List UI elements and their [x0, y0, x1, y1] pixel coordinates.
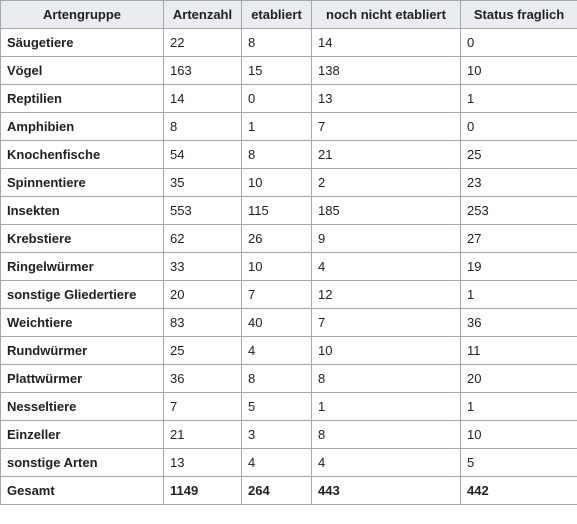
- table-cell: 138: [312, 57, 461, 85]
- row-label: Plattwürmer: [1, 365, 164, 393]
- table-cell: 21: [312, 141, 461, 169]
- table-cell: 1: [242, 113, 312, 141]
- table-row: [1, 85, 577, 113]
- table-cell: 8: [242, 365, 312, 393]
- table-cell: 11: [461, 337, 577, 365]
- table-cell: 253: [461, 197, 577, 225]
- table-cell: 7: [312, 309, 461, 337]
- row-label: Reptilien: [1, 85, 164, 113]
- row-label: Spinnentiere: [1, 169, 164, 197]
- table-row: [1, 169, 577, 197]
- table-cell: 10: [242, 253, 312, 281]
- table-row: [1, 281, 577, 309]
- table-cell: 8: [164, 113, 242, 141]
- table-row: [1, 421, 577, 449]
- column-header-noch-nicht-etabliert: noch nicht etabliert: [312, 1, 461, 29]
- table-row: [1, 309, 577, 337]
- table-cell: 4: [242, 449, 312, 477]
- table-cell: 1: [461, 85, 577, 113]
- table-cell: 8: [242, 141, 312, 169]
- table-cell: 26: [242, 225, 312, 253]
- table-row: [1, 449, 577, 477]
- table-cell: 443: [312, 477, 461, 505]
- table-cell: 33: [164, 253, 242, 281]
- table-row: [1, 393, 577, 421]
- table-body: [1, 29, 577, 505]
- table-cell: 4: [312, 253, 461, 281]
- table-cell: 40: [242, 309, 312, 337]
- table-cell: 10: [242, 169, 312, 197]
- row-label: Weichtiere: [1, 309, 164, 337]
- table-cell: 22: [164, 29, 242, 57]
- table-row: [1, 365, 577, 393]
- column-header-etabliert: etabliert: [242, 1, 312, 29]
- table-cell: 553: [164, 197, 242, 225]
- table-row: [1, 113, 577, 141]
- table-cell: 8: [312, 421, 461, 449]
- table-row: [1, 337, 577, 365]
- table-cell: 14: [164, 85, 242, 113]
- table-row: [1, 57, 577, 85]
- total-row: [1, 477, 577, 505]
- table-cell: 25: [461, 141, 577, 169]
- table-cell: 0: [461, 113, 577, 141]
- table-cell: 0: [461, 29, 577, 57]
- table-cell: 115: [242, 197, 312, 225]
- table-cell: 23: [461, 169, 577, 197]
- table-cell: 36: [164, 365, 242, 393]
- table-cell: 83: [164, 309, 242, 337]
- row-label: Rundwürmer: [1, 337, 164, 365]
- table-cell: 14: [312, 29, 461, 57]
- table-cell: 25: [164, 337, 242, 365]
- table-cell: 13: [312, 85, 461, 113]
- column-header-artengruppe: Artengruppe: [1, 1, 164, 29]
- table-header: [1, 1, 577, 29]
- table-cell: 5: [242, 393, 312, 421]
- table-cell: 163: [164, 57, 242, 85]
- row-label: Nesseltiere: [1, 393, 164, 421]
- table-cell: 27: [461, 225, 577, 253]
- row-label: Amphibien: [1, 113, 164, 141]
- table-cell: 1149: [164, 477, 242, 505]
- row-label: Insekten: [1, 197, 164, 225]
- header-row: [1, 1, 577, 29]
- table-cell: 7: [312, 113, 461, 141]
- table-cell: 7: [242, 281, 312, 309]
- table-cell: 8: [242, 29, 312, 57]
- table-cell: 264: [242, 477, 312, 505]
- row-label: sonstige Gliedertiere: [1, 281, 164, 309]
- table-cell: 12: [312, 281, 461, 309]
- column-header-artenzahl: Artenzahl: [164, 1, 242, 29]
- table-cell: 10: [461, 421, 577, 449]
- table-cell: 1: [461, 393, 577, 421]
- table-cell: 35: [164, 169, 242, 197]
- row-label: Vögel: [1, 57, 164, 85]
- table-cell: 7: [164, 393, 242, 421]
- row-label: Knochenfische: [1, 141, 164, 169]
- table-row: [1, 197, 577, 225]
- table-cell: 8: [312, 365, 461, 393]
- table-cell: 13: [164, 449, 242, 477]
- table-cell: 4: [242, 337, 312, 365]
- table-cell: 21: [164, 421, 242, 449]
- table-row: [1, 141, 577, 169]
- table-row: [1, 225, 577, 253]
- row-label: Gesamt: [1, 477, 164, 505]
- row-label: sonstige Arten: [1, 449, 164, 477]
- table-cell: 2: [312, 169, 461, 197]
- table-cell: 62: [164, 225, 242, 253]
- table-cell: 4: [312, 449, 461, 477]
- row-label: Ringelwürmer: [1, 253, 164, 281]
- table-cell: 36: [461, 309, 577, 337]
- table-cell: 1: [312, 393, 461, 421]
- table-cell: 10: [461, 57, 577, 85]
- column-header-status-fraglich: Status fraglich: [461, 1, 577, 29]
- table-cell: 442: [461, 477, 577, 505]
- table-cell: 15: [242, 57, 312, 85]
- table-cell: 1: [461, 281, 577, 309]
- table-cell: 20: [164, 281, 242, 309]
- table-cell: 10: [312, 337, 461, 365]
- table-cell: 3: [242, 421, 312, 449]
- row-label: Säugetiere: [1, 29, 164, 57]
- table-cell: 185: [312, 197, 461, 225]
- table-cell: 0: [242, 85, 312, 113]
- table-row: [1, 29, 577, 57]
- table-cell: 54: [164, 141, 242, 169]
- table-cell: 19: [461, 253, 577, 281]
- row-label: Einzeller: [1, 421, 164, 449]
- table-cell: 5: [461, 449, 577, 477]
- table-cell: 20: [461, 365, 577, 393]
- table-cell: 9: [312, 225, 461, 253]
- table-row: [1, 253, 577, 281]
- row-label: Krebstiere: [1, 225, 164, 253]
